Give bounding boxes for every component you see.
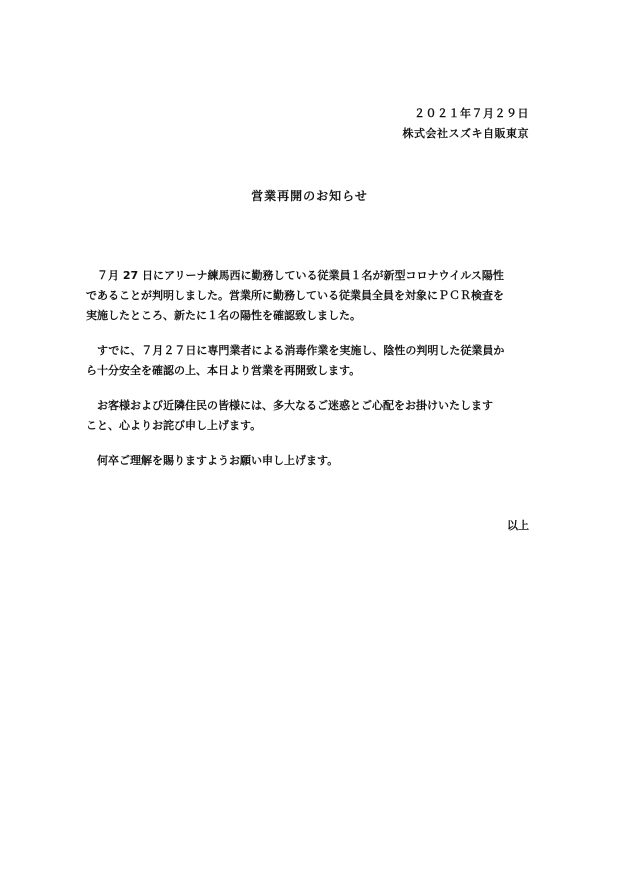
paragraph-line: であることが判明しました。営業所に勤務している従業員全員を対象にＰＣＲ検査を — [86, 289, 504, 302]
paragraph-line: お客様および近隣住民の皆様には、多大なるご迷惑とご心配をお掛けいたします — [86, 399, 493, 412]
company-name: 株式会社スズキ自販東京 — [402, 127, 529, 140]
document-title: 営業再開のお知らせ — [251, 189, 368, 203]
document-header — [403, 104, 530, 144]
document-body — [86, 266, 536, 486]
paragraph-line: 何卒ご理解を賜りますようお願い申し上げます。 — [86, 454, 339, 467]
paragraph-2 — [86, 341, 536, 381]
paragraph-1 — [86, 266, 536, 326]
paragraph-4 — [86, 451, 536, 471]
paragraph-3 — [86, 396, 536, 436]
paragraph-line: 実施したところ、新たに１名の陽性を確認致しました。 — [86, 309, 361, 322]
paragraph-line: こと、心よりお詫び申し上げます。 — [86, 419, 262, 432]
paragraph-line: ら十分安全を確認の上、本日より営業を再開致します。 — [86, 364, 361, 377]
issue-date: ２０２１年７月２９日 — [414, 107, 529, 120]
closing-mark: 以上 — [507, 519, 529, 532]
paragraph-line: すでに、７月２７日に専門業者による消毒作業を実施し、陰性の判明した従業員か — [86, 344, 505, 357]
paragraph-line: ７月 27 日にアリーナ練馬西に勤務している従業員１名が新型コロナウイルス陽性 — [86, 269, 504, 282]
